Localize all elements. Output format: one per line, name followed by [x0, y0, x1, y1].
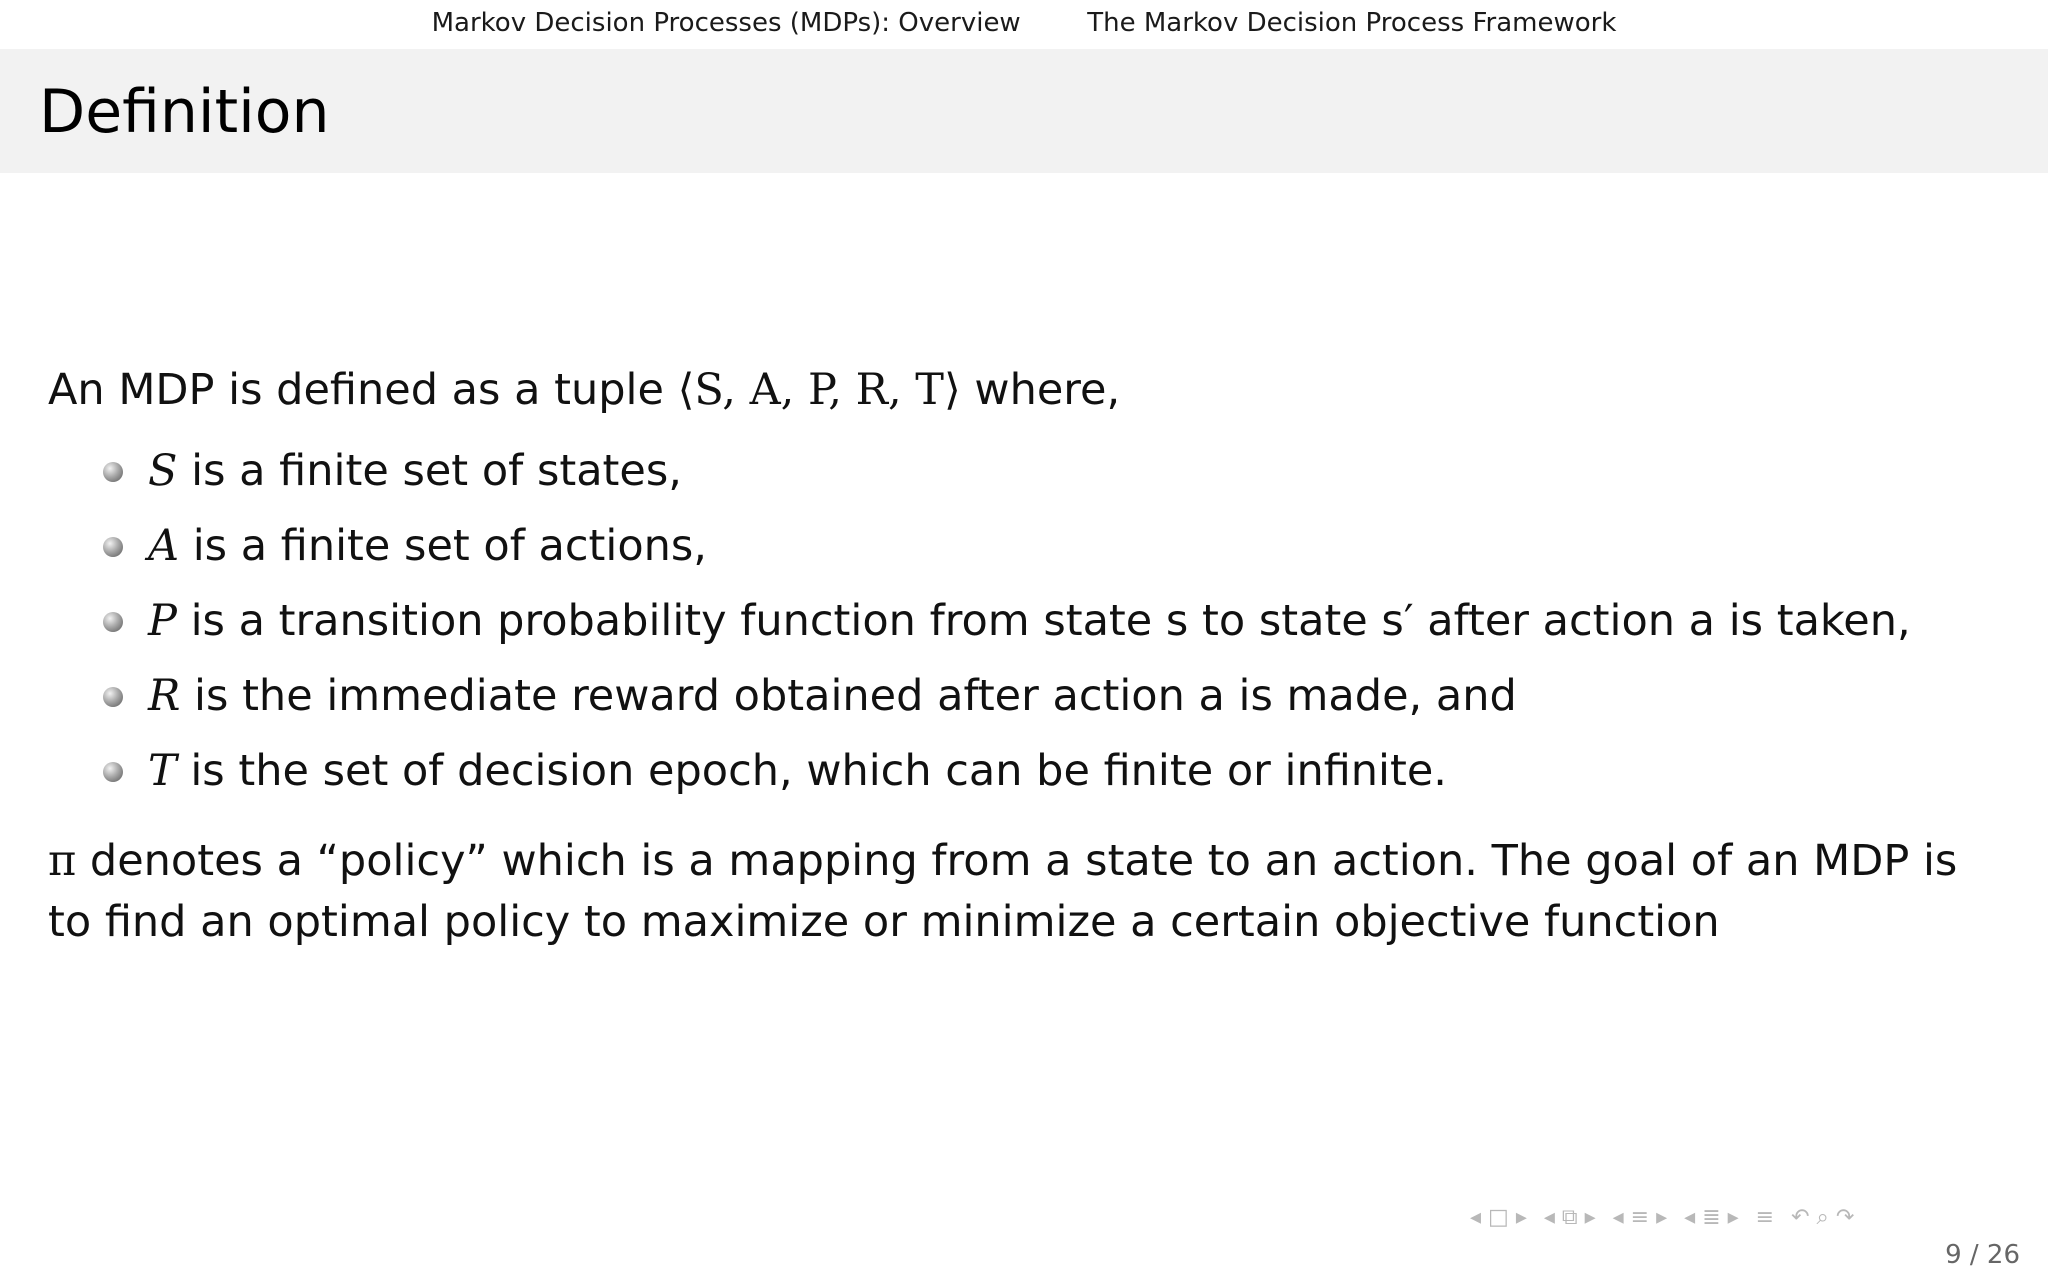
item-symbol: T — [148, 746, 177, 796]
bullet-icon — [103, 762, 123, 782]
item-symbol: R — [148, 671, 181, 721]
item-symbol: A — [148, 521, 180, 571]
search-back-forward-icon[interactable]: ↶ ⌕ ↷ — [1791, 1205, 1855, 1230]
slide-body — [48, 360, 2008, 953]
headline-subsection-link[interactable]: The Markov Decision Process Framework — [1087, 8, 1617, 38]
list-item — [48, 434, 2008, 509]
sections-nav-icon[interactable]: ◂ ≣ ▸ — [1684, 1205, 1739, 1230]
intro-suffix: where, — [974, 365, 1121, 415]
item-text: is a transition probability function from state s to state s′ after action a is taken, — [176, 596, 1911, 646]
subsection-nav-icon[interactable]: ◂ ⧉ ▸ — [1543, 1205, 1596, 1230]
align-icon[interactable]: ≡ — [1755, 1205, 1775, 1230]
section-nav-icon[interactable]: ◂ ≡ ▸ — [1612, 1205, 1668, 1230]
list-item — [48, 734, 2008, 809]
list-item — [48, 659, 2008, 734]
item-symbol: S — [148, 446, 178, 496]
intro-sentence — [48, 360, 2008, 420]
beamer-navigation-bar — [1470, 1205, 2030, 1235]
intro-prefix: An MDP is defined as a tuple — [48, 365, 678, 415]
policy-symbol: π — [48, 836, 77, 886]
page-number: 9 / 26 — [1945, 1240, 2020, 1270]
frame-nav-icon[interactable]: ◂ □ ▸ — [1470, 1205, 1527, 1230]
mdp-tuple: ⟨S, A, P, R, T⟩ — [677, 365, 961, 415]
closing-text: denotes a “policy” which is a mapping from a state to an action. The goal of an MDP is to find an optimal policy to maximize or minimize a certain objective function — [48, 836, 1958, 947]
list-item — [48, 509, 2008, 584]
frame-title: Definition — [39, 77, 330, 147]
closing-paragraph — [48, 831, 2008, 953]
list-item — [48, 584, 2008, 659]
bullet-icon — [103, 612, 123, 632]
definition-list — [48, 434, 2008, 809]
item-text: is the set of decision epoch, which can be finite or infinite. — [176, 746, 1447, 796]
item-text: is the immediate reward obtained after action a is made, and — [180, 671, 1517, 721]
bullet-icon — [103, 462, 123, 482]
item-text: is a finite set of states, — [177, 446, 682, 496]
item-text: is a finite set of actions, — [179, 521, 707, 571]
item-symbol: P — [148, 596, 177, 646]
beamer-headline — [0, 0, 2048, 49]
bullet-icon — [103, 537, 123, 557]
frame-title-bar — [0, 49, 2048, 173]
bullet-icon — [103, 687, 123, 707]
headline-section-link[interactable]: Markov Decision Processes (MDPs): Overview — [431, 8, 1021, 38]
